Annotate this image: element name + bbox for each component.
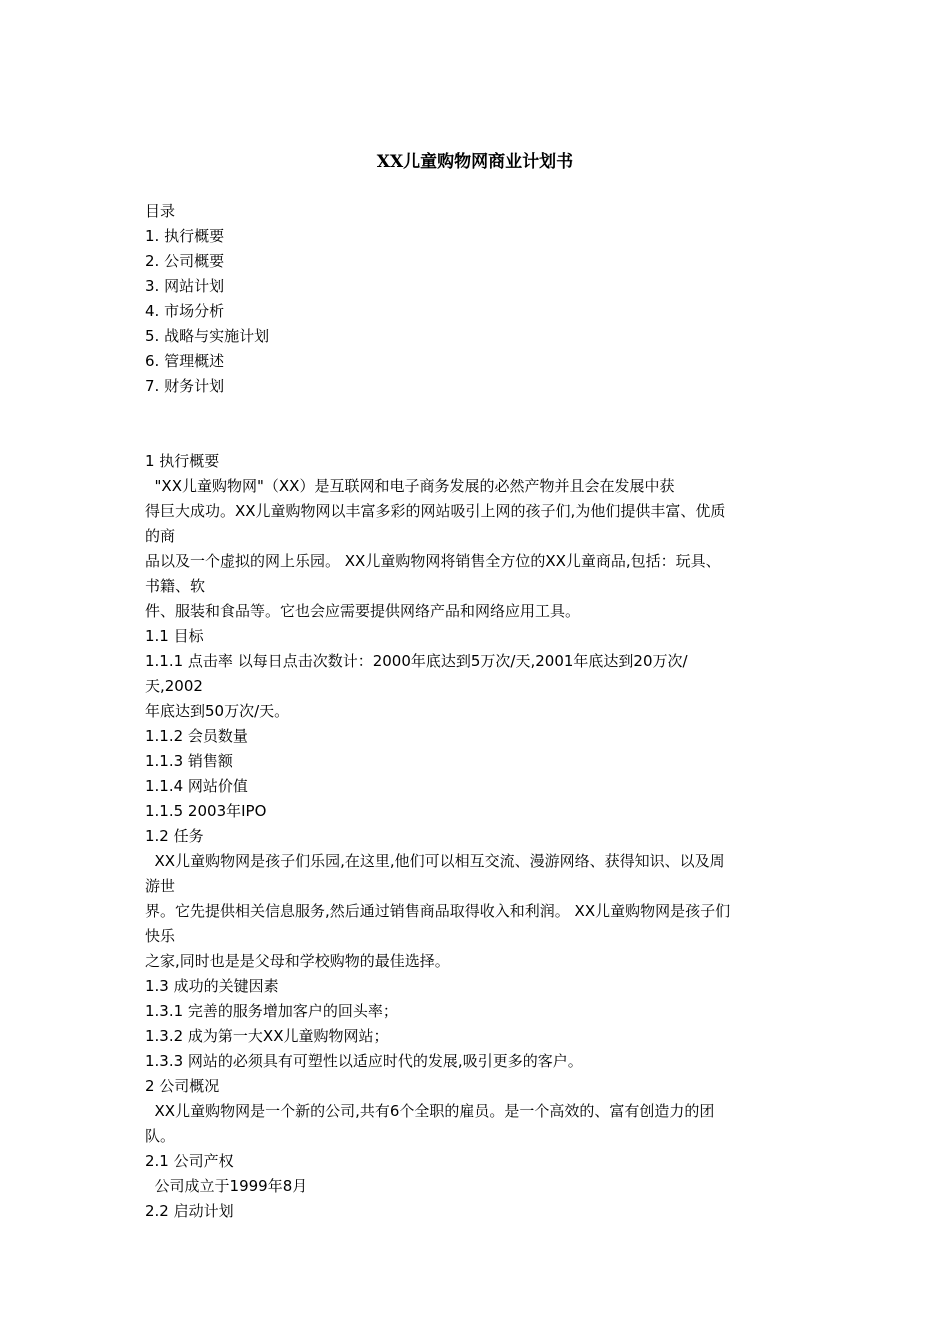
paragraph-line: 得巨大成功。XX儿童购物网以丰富多彩的网站吸引上网的孩子们,为他们提供丰富、优质 — [145, 502, 726, 520]
paragraph-line: 件、服装和食品等。它也会应需要提供网络产品和网络应用工具。 — [145, 602, 581, 620]
paragraph-line: 的商 — [145, 527, 176, 545]
paragraph-line: 书籍、软 — [145, 577, 206, 595]
subsection-heading: 1.3.1 完善的服务增加客户的回头率； — [145, 1002, 398, 1020]
table-of-contents — [145, 199, 810, 399]
document-body — [145, 199, 810, 1224]
paragraph-line: 快乐 — [145, 927, 176, 945]
subsection-heading: 1.1.3 销售额 — [145, 752, 233, 770]
section-heading-goals: 1.1 目标 — [145, 627, 204, 645]
main-content — [145, 449, 810, 1224]
paragraph-line: 品以及一个虚拟的网上乐园。 XX儿童购物网将销售全方位的XX儿童商品,包括：玩具、 — [145, 552, 721, 570]
subsection-heading: 1.1.4 网站价值 — [145, 777, 248, 795]
toc-item: 6. 管理概述 — [145, 352, 225, 370]
section-heading-executive-summary: 1 执行概要 — [145, 452, 220, 470]
toc-item: 7. 财务计划 — [145, 377, 225, 395]
paragraph-line: 天,2002 — [145, 677, 203, 695]
toc-item: 4. 市场分析 — [145, 302, 225, 320]
paragraph-line: XX儿童购物网是一个新的公司,共有6个全职的雇员。是一个高效的、富有创造力的团 — [145, 1102, 715, 1120]
subsection-heading: 1.1.5 2003年IPO — [145, 802, 267, 820]
toc-item: 2. 公司概要 — [145, 252, 225, 270]
section-heading-startup-plan: 2.2 启动计划 — [145, 1202, 234, 1220]
paragraph-line: 1.1.1 点击率 以每日点击次数计：2000年底达到5万次/天,2001年底达到20万次/ — [145, 652, 688, 670]
subsection-heading: 1.3.3 网站的必须具有可塑性以适应时代的发展,吸引更多的客户。 — [145, 1052, 583, 1070]
toc-item: 3. 网站计划 — [145, 277, 225, 295]
section-heading-key-factors: 1.3 成功的关键因素 — [145, 977, 279, 995]
section-heading-ownership: 2.1 公司产权 — [145, 1152, 234, 1170]
section-heading-company-overview: 2 公司概况 — [145, 1077, 220, 1095]
section-spacer — [145, 399, 810, 449]
paragraph-line: 界。它先提供相关信息服务,然后通过销售商品取得收入和利润。 XX儿童购物网是孩子们 — [145, 902, 731, 920]
paragraph-line: 公司成立于1999年8月 — [145, 1177, 308, 1195]
paragraph-line: 之家,同时也是是父母和学校购物的最佳选择。 — [145, 952, 450, 970]
paragraph-line: "XX儿童购物网"（XX）是互联网和电子商务发展的必然产物并且会在发展中获 — [145, 477, 675, 495]
paragraph-line: 队。 — [145, 1127, 176, 1145]
subsection-heading: 1.1.2 会员数量 — [145, 727, 248, 745]
toc-item: 1. 执行概要 — [145, 227, 225, 245]
subsection-heading: 1.3.2 成为第一大XX儿童购物网站； — [145, 1027, 389, 1045]
paragraph-line: 游世 — [145, 877, 176, 895]
document-title: XX儿童购物网商业计划书 — [376, 152, 574, 172]
section-heading-mission: 1.2 任务 — [145, 827, 204, 845]
paragraph-line: XX儿童购物网是孩子们乐园,在这里,他们可以相互交流、漫游网络、获得知识、以及周 — [145, 852, 725, 870]
toc-heading: 目录 — [145, 202, 176, 220]
paragraph-line: 年底达到50万次/天。 — [145, 702, 290, 720]
toc-item: 5. 战略与实施计划 — [145, 327, 270, 345]
